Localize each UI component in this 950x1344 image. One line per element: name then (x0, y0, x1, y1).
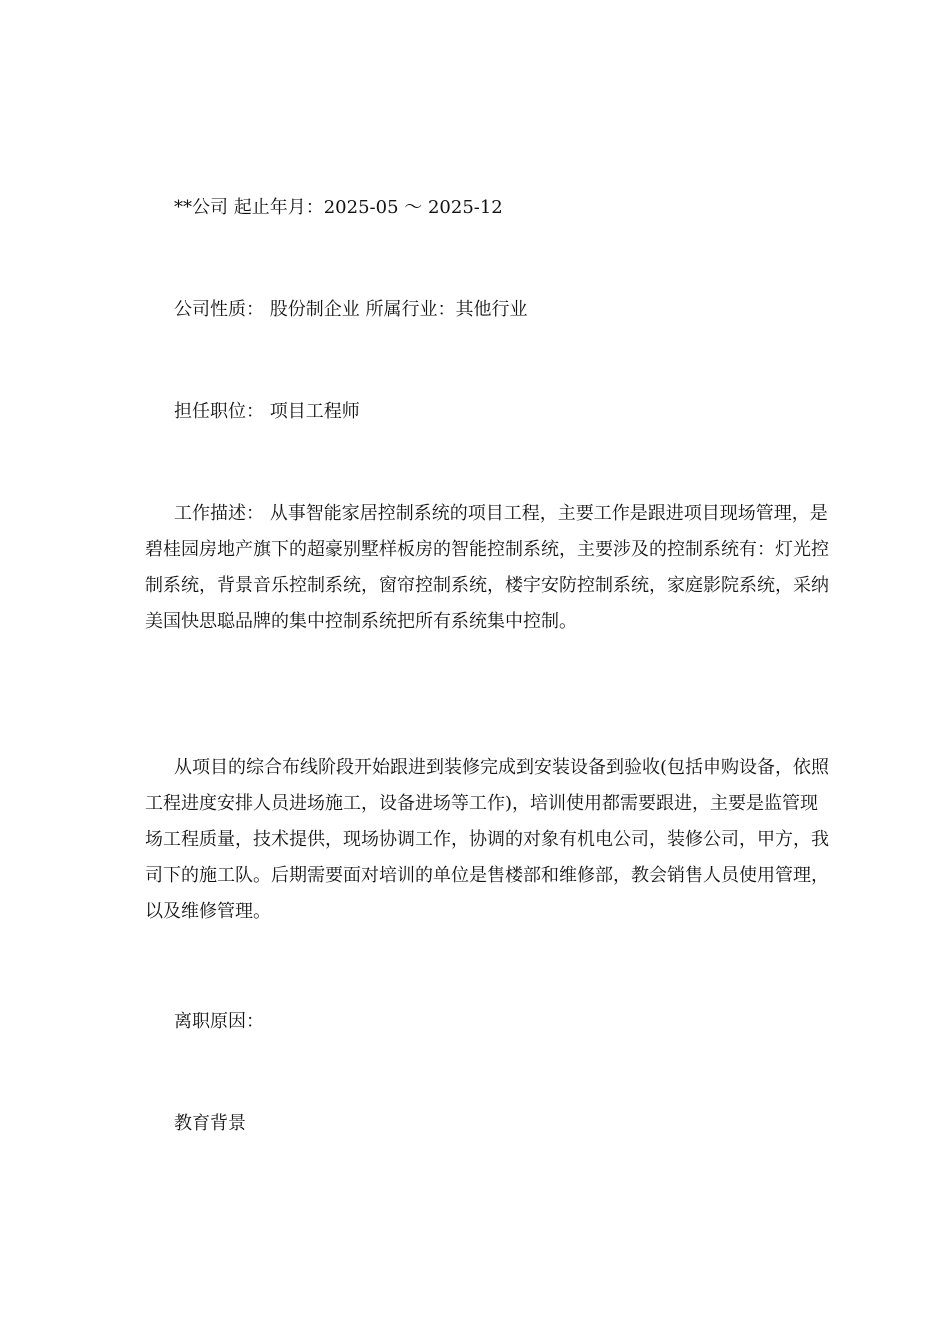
company-nature-line: 公司性质： 股份制企业 所属行业：其他行业 (174, 299, 528, 320)
position-line: 担任职位： 项目工程师 (174, 401, 360, 422)
leave-reason-line: 离职原因： (174, 1011, 264, 1032)
job-detail-paragraph: 从项目的综合布线阶段开始跟进到装修完成到安装设备到验收(包括申购设备，依照工程进度安排人员进场施工，设备进场等工作)，培训使用都需要跟进，主要是监管现场工程质量，技术提供，现场协调工作，协调的对象有机电公司，装修公司，甲方，我司下的施工队。后期需要面对培训的单位是售楼部和维修部，教会销售人员使用管理，以及维修管理。 (145, 757, 830, 922)
education-heading: 教育背景 (174, 1113, 246, 1134)
job-description-paragraph: 工作描述： 从事智能家居控制系统的项目工程，主要工作是跟进项目现场管理，是碧桂园房地产旗下的超豪别墅样板房的智能控制系统，主要涉及的控制系统有：灯光控制系统，背景音乐控制系统，窗帘控制系统，楼宇安防控制系统，家庭影院系统，采纳美国快思聪品牌的集中控制系统把所有系统集中控制。 (145, 503, 829, 632)
company-period-line: **公司 起止年月：2025-05 ～ 2025-12 (174, 197, 503, 218)
